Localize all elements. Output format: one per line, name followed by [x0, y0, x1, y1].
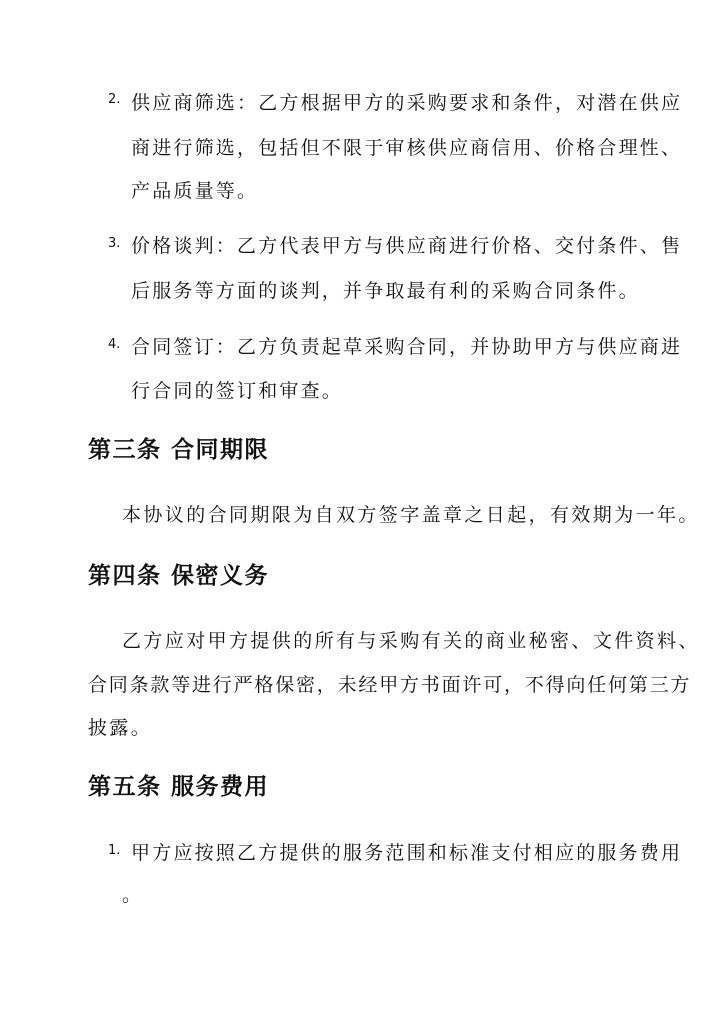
list-item-number: 1.	[108, 843, 121, 858]
list-item-line: 行合同的签订和审查。	[131, 380, 344, 402]
paragraph-line: 乙方应对甲方提供的所有与采购有关的商业秘密、文件资料、	[122, 630, 700, 652]
list-item-number: 3.	[108, 236, 121, 251]
list-item-line: 供应商筛选：乙方根据甲方的采购要求和条件，对潜在供应	[131, 92, 683, 114]
list-item-number: 2.	[108, 92, 121, 107]
list-item-line: 商进行筛选，包括但不限于审核供应商信用、价格合理性、	[131, 137, 683, 159]
list-item-line: 。	[122, 884, 144, 906]
list-item-line: 合同签订：乙方负责起草采购合同，并协助甲方与供应商进	[131, 336, 683, 358]
list-item-line: 价格谈判：乙方代表甲方与供应商进行价格、交付条件、售	[131, 235, 683, 257]
list-item-line: 后服务等方面的谈判，并争取最有利的采购合同条件。	[131, 280, 640, 302]
paragraph-line: 披露。	[88, 717, 153, 739]
list-item-line: 产品质量等。	[131, 180, 259, 202]
section-heading: 第四条 保密义务	[88, 563, 270, 589]
section-paragraph: 本协议的合同期限为自双方签字盖章之日起，有效期为一年。	[122, 504, 700, 526]
paragraph-line: 合同条款等进行严格保密，未经甲方书面许可，不得向任何第三方	[88, 674, 692, 696]
section-heading: 第五条 服务费用	[88, 774, 270, 800]
list-item-number: 4.	[108, 337, 121, 352]
list-item-line: 甲方应按照乙方提供的服务范围和标准支付相应的服务费用	[131, 842, 683, 864]
section-heading: 第三条 合同期限	[88, 437, 270, 463]
